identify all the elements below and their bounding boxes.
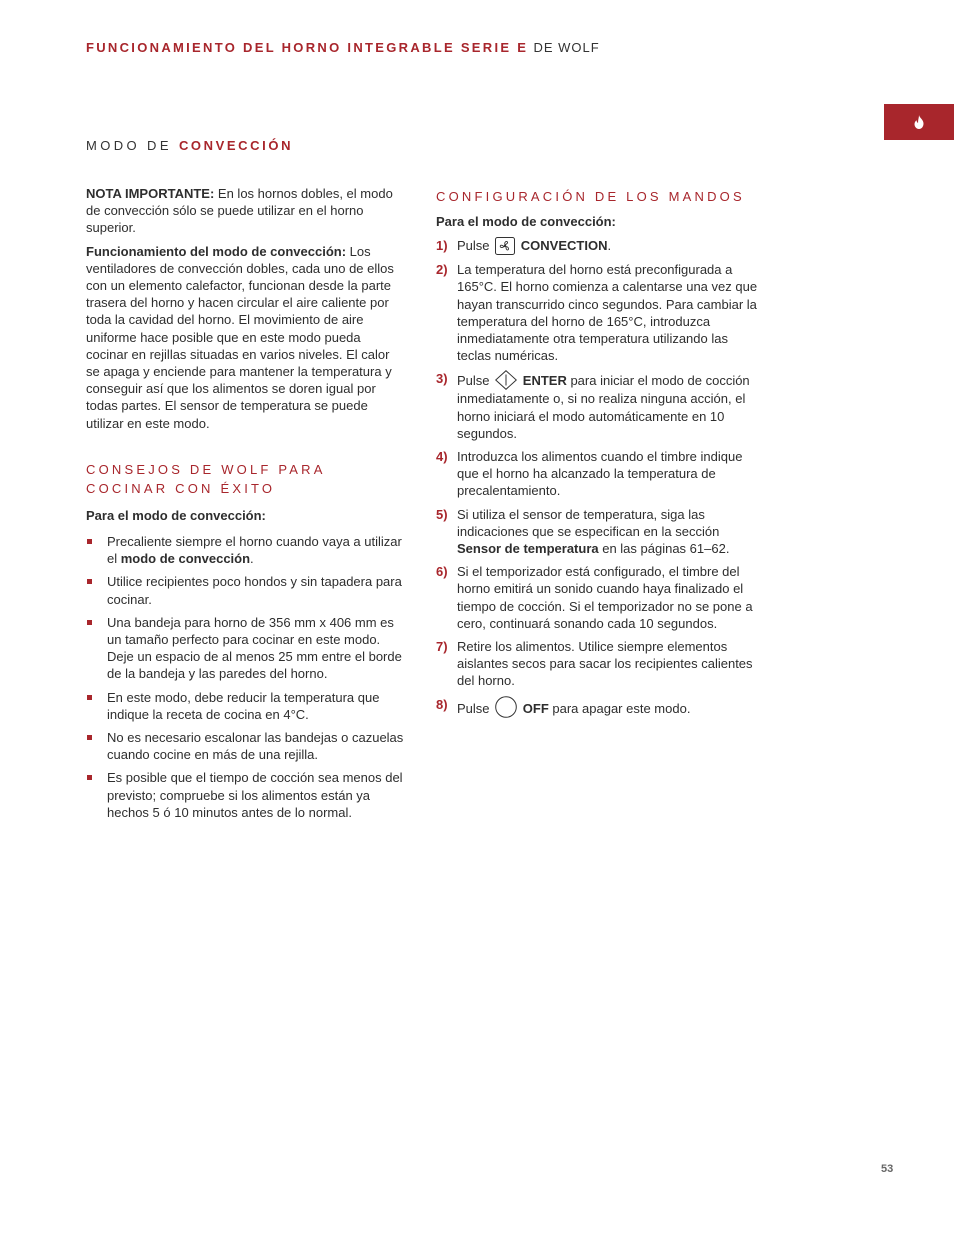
tip-text: No es necesario escalonar las bandejas o cazuelas cuando cocine en más de una rejilla.: [107, 730, 404, 763]
tips-heading-line2: COCINAR CON ÉXITO: [86, 480, 276, 496]
step-key-label: OFF: [522, 700, 549, 716]
enter-key-icon: [495, 370, 517, 390]
bullet-icon: [87, 539, 92, 544]
step-text-end: en las páginas 61–62.: [598, 541, 730, 557]
tip-text-end: .: [250, 551, 254, 567]
step-item: [436, 261, 758, 364]
off-key-icon: [495, 696, 517, 718]
page-header: [86, 40, 600, 55]
list-item: [86, 769, 406, 821]
bullet-icon: [87, 775, 92, 780]
tip-text: Utilice recipientes poco hondos y sin tapadera para cocinar.: [107, 574, 402, 607]
tips-intro: Para el modo de convección:: [86, 507, 266, 523]
note-text: En los hornos dobles, el modo de convección sólo se puede utilizar en el horno superior.: [86, 186, 393, 236]
step-text: Pulse: [457, 373, 490, 389]
page-number: 53: [881, 1163, 894, 1175]
step-number: 4): [436, 449, 448, 465]
tip-text: Es posible que el tiempo de cocción sea menos del previsto; compruebe si los alimentos están ya hechos 5 ó 10 minutos antes de lo normal.: [107, 770, 403, 820]
step-number: 7): [436, 639, 448, 655]
tips-heading: [86, 460, 406, 498]
note-label: NOTA IMPORTANTE:: [86, 186, 215, 201]
step-key-label: CONVECTION: [520, 238, 608, 254]
tips-list: [86, 533, 406, 821]
tip-text: Precaliente siempre el horno cuando vaya a utilizar el: [107, 534, 402, 567]
step-text: Pulse: [457, 238, 490, 254]
right-column: [436, 187, 758, 724]
controls-intro: Para el modo de convección:: [436, 214, 616, 229]
list-item: [86, 729, 406, 763]
bullet-icon: [87, 579, 92, 584]
step-emphasis: Sensor de temperatura: [457, 541, 599, 557]
convection-description: [86, 243, 406, 432]
list-item: [86, 614, 406, 683]
header-title: FUNCIONAMIENTO DEL HORNO INTEGRABLE SERIE E: [86, 40, 529, 55]
step-number: 5): [436, 506, 448, 522]
steps-list: [436, 237, 758, 717]
step-item: [436, 506, 758, 558]
step-item: [436, 563, 758, 632]
step-text-end: para iniciar el modo de cocción inmediatamente o, si no realiza ninguna acción, el horno iniciará el modo automáticamente en 10 segundos.: [457, 373, 750, 441]
step-text: Retire los alimentos. Utilice siempre elementos aislantes secos para sacar los recipientes calientes del horno.: [457, 639, 753, 689]
left-column: [86, 185, 406, 827]
page-title-emphasis: CONVECCIÓN: [178, 138, 294, 153]
step-item: [436, 638, 758, 690]
step-item: [436, 696, 758, 718]
step-text: La temperatura del horno está preconfigurada a 165°C. El horno comienza a calentarse una vez que hayan transcurrido cinco segundos. Para cambiar la temperatura del horno de 165°C, introduzca inmediatamente otra temperatura utilizando las teclas numéricas.: [457, 262, 758, 364]
step-text-end: para apagar este modo.: [548, 700, 691, 716]
tip-text: En este modo, debe reducir la temperatura que indique la receta de cocina en 4°C.: [107, 689, 380, 722]
page-title: [86, 138, 293, 153]
step-number: 2): [436, 262, 448, 278]
step-item: [436, 448, 758, 500]
convection-fan-icon: [495, 237, 515, 255]
flame-icon: [913, 115, 925, 129]
tips-heading-line1: CONSEJOS DE WOLF PARA: [86, 461, 326, 477]
important-note: [86, 185, 406, 237]
bullet-icon: [87, 695, 92, 700]
step-key-label: ENTER: [522, 373, 567, 389]
step-text: Si el temporizador está configurado, el timbre del horno emitirá un sonido cuando haya finalizado el tiempo de cocción. Si el temporizador no se pone a cero, continuará sonando cada 10 segundos.: [457, 564, 753, 631]
step-number: 3): [436, 371, 448, 387]
step-number: 6): [436, 564, 448, 580]
func-text: Los ventiladores de convección dobles, cada uno de ellos con un elemento calefactor, funcionan desde la parte trasera del horno y hacen circular el aire caliente por toda la cavidad del horno. El movimiento de aire uniforme hace posible que en este modo pueda cocinar en rejillas situadas en varios niveles. El calor se apaga y enciende para mantener la temperatura y conseguir así que los alimentos se doren igual por todas partes. El sensor de temperatura se puede utilizar en este modo.: [86, 243, 394, 431]
step-number: 8): [436, 696, 448, 712]
controls-heading: CONFIGURACIÓN DE LOS MANDOS: [436, 189, 745, 204]
step-text: Si utiliza el sensor de temperatura, siga las indicaciones que se especifican en la sección: [457, 506, 720, 539]
tip-text: Una bandeja para horno de 356 mm x 406 mm es un tamaño perfecto para cocinar en este modo. Deje un espacio de al menos 25 mm entre el borde de la bandeja y las paredes del horno.: [107, 614, 402, 682]
list-item: [86, 573, 406, 607]
step-item: [436, 370, 758, 442]
header-brand: DE WOLF: [533, 40, 600, 55]
list-item: [86, 689, 406, 723]
func-label: Funcionamiento del modo de convección:: [86, 243, 347, 259]
bullet-icon: [87, 620, 92, 625]
tip-emphasis: modo de convección: [120, 551, 251, 567]
section-tab: [884, 104, 954, 140]
bullet-icon: [87, 735, 92, 740]
step-text-end: .: [607, 238, 612, 254]
step-item: [436, 237, 758, 255]
step-number: 1): [436, 238, 448, 254]
list-item: [86, 533, 406, 567]
page-title-prefix: MODO DE: [86, 138, 172, 153]
step-text: Pulse: [457, 700, 490, 716]
step-text: Introduzca los alimentos cuando el timbre indique que el horno ha alcanzado la temperatura de precalentamiento.: [457, 449, 743, 499]
